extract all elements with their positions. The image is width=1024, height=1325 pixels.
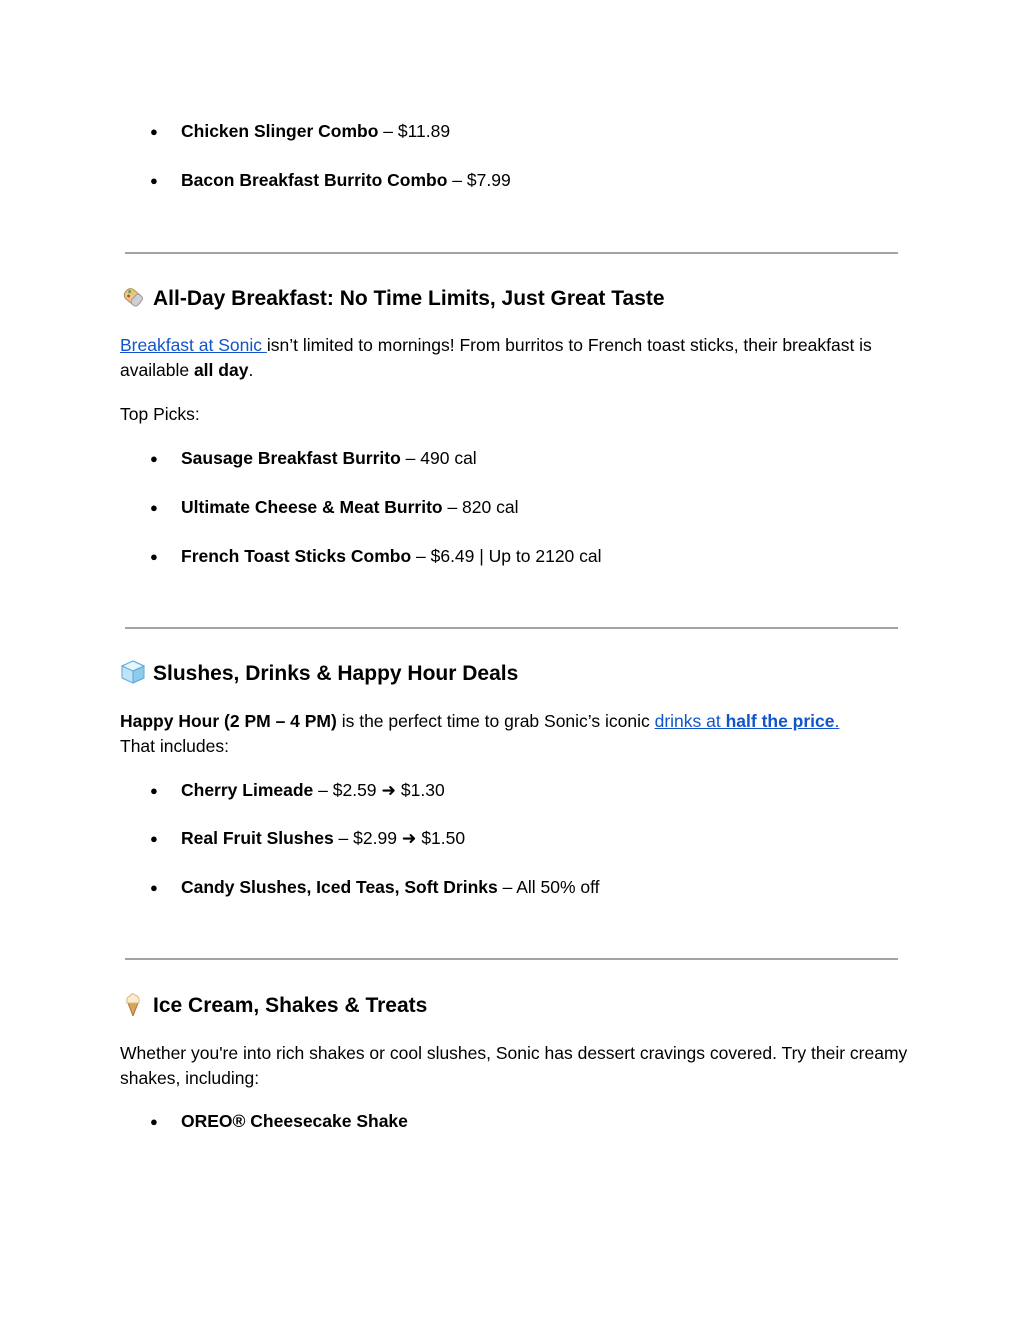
list-item xyxy=(150,447,477,470)
heading-text: Slushes, Drinks & Happy Hour Deals xyxy=(153,662,519,685)
intro-end: . xyxy=(248,359,254,380)
list-item xyxy=(150,545,602,568)
item-name: Sausage Breakfast Burrito xyxy=(181,448,401,468)
list-item xyxy=(150,120,450,143)
link-text: drinks at xyxy=(654,711,726,731)
item-name: Candy Slushes, Iced Teas, Soft Drinks xyxy=(181,877,498,897)
list-item xyxy=(150,169,511,192)
burrito-icon xyxy=(120,285,146,309)
section-heading-treats xyxy=(120,992,427,1020)
section-divider xyxy=(125,958,898,960)
bullet: ● xyxy=(150,124,158,139)
section-divider xyxy=(125,252,898,254)
list-item xyxy=(150,1110,408,1133)
ice-cube-icon xyxy=(120,660,146,684)
heading-text: Ice Cream, Shakes & Treats xyxy=(153,994,428,1017)
intro-text: is the perfect time to grab Sonic’s iconic xyxy=(336,711,655,731)
section-heading-drinks xyxy=(120,660,518,688)
item-name: Cherry Limeade xyxy=(181,780,314,800)
item-name: Bacon Breakfast Burrito Combo xyxy=(181,170,448,190)
bullet: ● xyxy=(150,500,158,515)
section-heading-breakfast xyxy=(120,285,665,313)
bullet: ● xyxy=(150,831,158,846)
item-name: OREO® Cheesecake Shake xyxy=(181,1111,408,1131)
item-detail: – All 50% off xyxy=(497,877,600,897)
item-name: Ultimate Cheese & Meat Burrito xyxy=(181,497,443,517)
item-detail: – $6.49 | Up to 2120 cal xyxy=(411,546,602,566)
bullet: ● xyxy=(150,880,158,895)
item-name: Chicken Slinger Combo xyxy=(181,121,379,141)
item-detail: – 820 cal xyxy=(442,497,519,517)
item-name: French Toast Sticks Combo xyxy=(181,546,412,566)
intro-end: That includes: xyxy=(120,735,229,756)
heading-text: All-Day Breakfast: No Time Limits, Just Great Taste xyxy=(153,287,665,310)
breakfast-intro xyxy=(120,333,910,382)
list-item xyxy=(150,876,600,899)
item-detail: – $7.99 xyxy=(447,170,511,190)
drinks-half-price-link[interactable] xyxy=(655,711,840,731)
happy-hour-bold: Happy Hour (2 PM – 4 PM) xyxy=(120,711,337,731)
treats-intro: Whether you're into rich shakes or cool slushes, Sonic has dessert cravings covered. Try their creamy shakes, including: xyxy=(120,1043,908,1088)
breakfast-at-sonic-link[interactable]: Breakfast at Sonic xyxy=(120,335,267,355)
bullet: ● xyxy=(150,783,158,798)
link-end: . xyxy=(834,711,840,731)
intro-bold: all day xyxy=(193,359,249,380)
intro-text: isn’t limited to mornings! From burritos to French toast sticks, their breakfast is available xyxy=(120,335,872,380)
link-bold: half the price xyxy=(725,711,835,731)
item-detail: – $2.99 ➜ $1.50 xyxy=(333,828,466,848)
item-name: Real Fruit Slushes xyxy=(181,828,334,848)
section-divider xyxy=(125,627,898,629)
ice-cream-cone-icon xyxy=(120,992,146,1016)
drinks-intro xyxy=(120,709,910,758)
bullet: ● xyxy=(150,451,158,466)
item-detail: – 490 cal xyxy=(400,448,477,468)
list-item xyxy=(150,779,445,802)
item-detail: – $11.89 xyxy=(378,121,451,141)
bullet: ● xyxy=(150,1114,158,1129)
bullet: ● xyxy=(150,549,158,564)
bullet: ● xyxy=(150,173,158,188)
top-picks-label: Top Picks: xyxy=(120,404,200,424)
item-detail: – $2.59 ➜ $1.30 xyxy=(313,780,445,800)
list-item xyxy=(150,827,465,850)
list-item xyxy=(150,496,518,519)
